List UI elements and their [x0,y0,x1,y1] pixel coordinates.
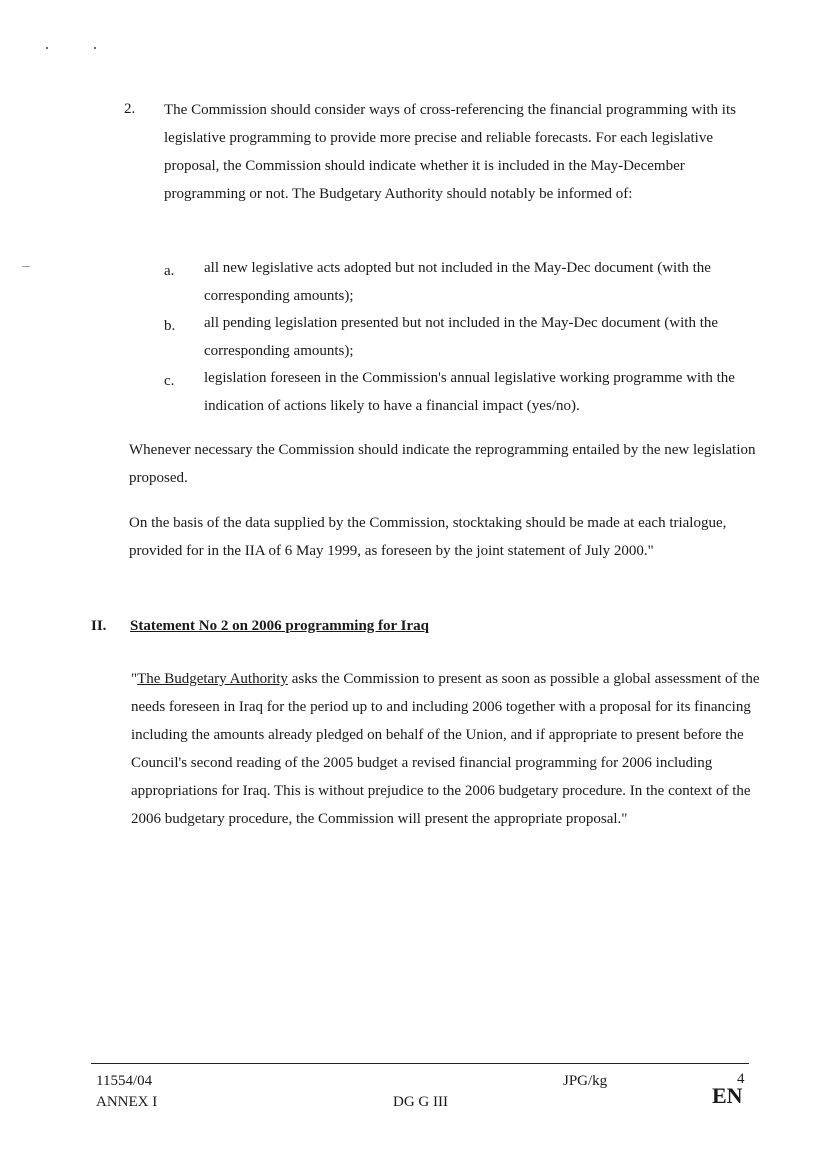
item-number: 2. [124,101,136,117]
scan-speck [94,47,96,49]
document-number: 11554/04 [96,1073,153,1089]
subitem-letter-b: b. [164,318,176,334]
statement-body: asks the Commission to present as soon as possible a global assessment of the needs foreseen in Iraq for the period up to and including 2006 together with a proposal for its financing including the amounts already pledged on behalf of the Union, and if appropriate to present before the Council's second reading of the 2005 budget a revised financial programming for 2006 including appropriations for Iraq. This is without prejudice to the 2006 budgetary procedure. In the context of the 2006 budgetary procedure, the Commission will present the appropriate proposal." [131,671,760,827]
subitem-text-b: all pending legislation presented but not included in the May-Dec document (with the corresponding amounts); [204,315,719,359]
section-title: Statement No 2 on 2006 programming for Iraq [130,618,430,634]
subitem-text-a: all new legislative acts adopted but not included in the May-Dec document (with the corresponding amounts); [204,260,711,304]
section-number: II. [91,618,107,634]
scan-speck [46,47,48,49]
annex-label: ANNEX I [96,1094,158,1110]
department-label: DG G III [393,1094,448,1110]
subitem-text-c: legislation foreseen in the Commission's annual legislative working programme with the indication of actions likely to have a financial impact (yes/no). [204,370,735,414]
item-2-text: The Commission should consider ways of cross-referencing the financial programming with its legislative programming to provide more precise and reliable forecasts. For each legislative proposal, the Commission should indicate whether it is included in the May-December programming or not. The Budgetary Authority should notably be informed of: [164,102,736,202]
page-number: 4 [737,1071,745,1087]
reprogramming-paragraph: Whenever necessary the Commission should indicate the reprogramming entailed by the new legislation proposed. [129,442,756,486]
initials-label: JPG/kg [563,1073,608,1089]
subitem-letter-c: c. [164,373,175,389]
scan-speck [22,266,30,267]
stocktaking-paragraph: On the basis of the data supplied by the Commission, stocktaking should be made at each trialogue, provided for in the IIA of 6 May 1999, as foreseen by the joint statement of July 2000." [129,515,727,559]
quote-mark: " [131,671,138,687]
subitem-letter-a: a. [164,263,175,279]
budgetary-authority-term: The Budgetary Authority [137,671,288,687]
iraq-statement-paragraph [131,665,761,833]
footer-rule [91,1063,749,1064]
language-code: EN [712,1083,743,1108]
